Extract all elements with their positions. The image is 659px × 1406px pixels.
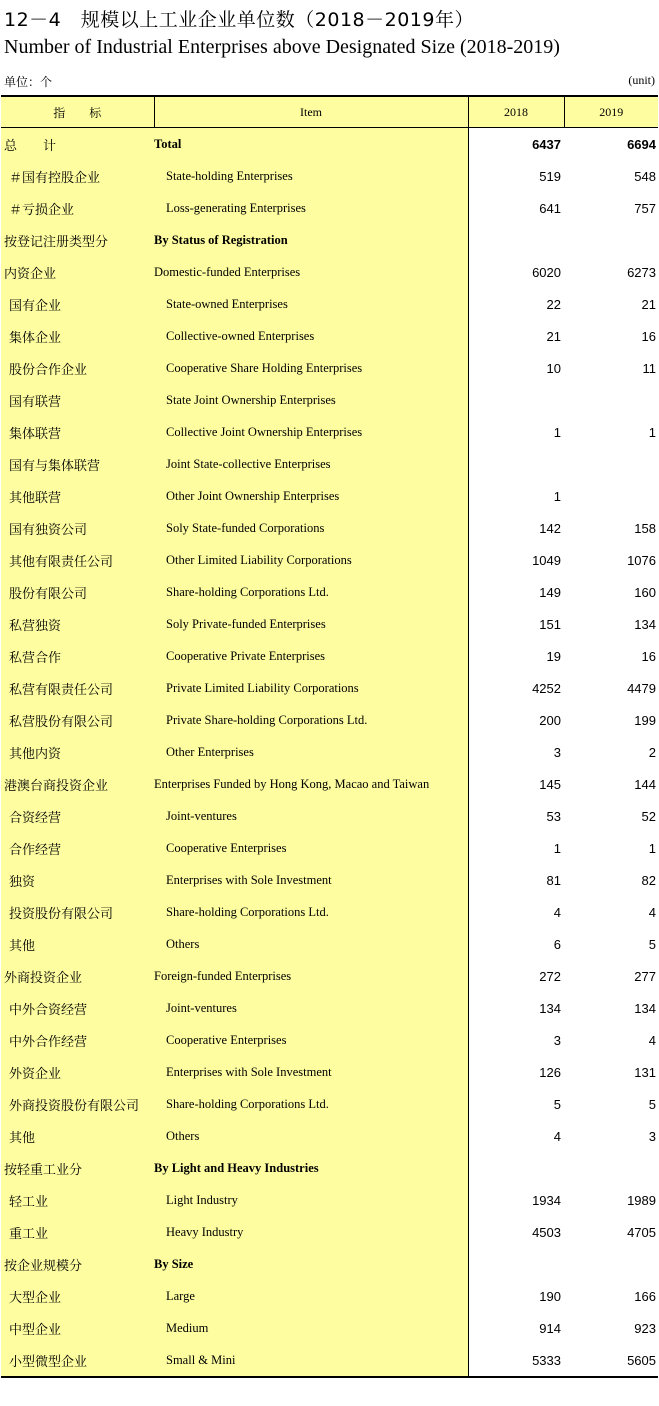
value-2019: 134	[634, 616, 656, 632]
row-label-en: By Status of Registration	[154, 224, 468, 256]
row-label-cn: 集体企业	[1, 320, 154, 352]
table-row	[1, 480, 658, 512]
value-2019: 1076	[627, 552, 656, 568]
row-label-en: Joint-ventures	[154, 800, 468, 832]
row-label-cn: 股份有限公司	[1, 576, 154, 608]
table-row	[1, 800, 658, 832]
table-row	[1, 864, 658, 896]
value-2018: 142	[539, 520, 561, 536]
value-2018: 134	[539, 1000, 561, 1016]
row-label-en: Others	[154, 1120, 468, 1152]
table-row	[1, 128, 658, 161]
table-row	[1, 1280, 658, 1312]
row-label-en: Large	[154, 1280, 468, 1312]
row-label-cn: 其他联营	[1, 480, 154, 512]
table-row	[1, 1312, 658, 1344]
value-2019: 6694	[627, 136, 656, 152]
value-2019: 5	[648, 1096, 656, 1112]
value-2018: 21	[546, 328, 561, 344]
row-label-en: Medium	[154, 1312, 468, 1344]
row-label-cn: 港澳台商投资企业	[1, 768, 154, 800]
table-row	[1, 640, 658, 672]
row-label-cn: 投资股份有限公司	[1, 896, 154, 928]
row-label-cn: 外商投资企业	[1, 960, 154, 992]
value-2018: 641	[539, 200, 561, 216]
value-2019	[564, 448, 658, 480]
value-2018: 4252	[532, 680, 561, 696]
table-row	[1, 256, 658, 288]
value-2018: 4503	[532, 1224, 561, 1240]
value-2019: 757	[634, 200, 656, 216]
row-label-en: Joint State-collective Enterprises	[154, 448, 468, 480]
row-label-en: Collective Joint Ownership Enterprises	[154, 416, 468, 448]
row-label-cn: 其他有限责任公司	[1, 544, 154, 576]
value-2018: 1	[553, 840, 561, 856]
value-2019: 199	[634, 712, 656, 728]
row-label-en: Cooperative Enterprises	[154, 832, 468, 864]
row-label-en: State Joint Ownership Enterprises	[154, 384, 468, 416]
row-label-en: Joint-ventures	[154, 992, 468, 1024]
row-label-cn: 内资企业	[1, 256, 154, 288]
row-label-cn: ＃亏损企业	[1, 192, 154, 224]
page-title-cn: 12－4 规模以上工业企业单位数（2018－2019年）	[4, 9, 474, 31]
value-2019: 923	[634, 1320, 656, 1336]
value-2019: 2	[648, 744, 656, 760]
row-label-en: Total	[154, 128, 468, 161]
row-label-cn: 中型企业	[1, 1312, 154, 1344]
row-label-en: Enterprises with Sole Investment	[154, 1056, 468, 1088]
row-label-cn: 总 计	[1, 128, 154, 161]
value-2019: 21	[641, 296, 656, 312]
value-2019: 3	[648, 1128, 656, 1144]
row-label-en: Soly State-funded Corporations	[154, 512, 468, 544]
table-row	[1, 576, 658, 608]
row-label-en: Small & Mini	[154, 1344, 468, 1377]
value-2019: 277	[634, 968, 656, 984]
row-label-en: Share-holding Corporations Ltd.	[154, 576, 468, 608]
table-row	[1, 736, 658, 768]
header-year-2019: 2019	[564, 96, 658, 128]
row-label-en: Other Enterprises	[154, 736, 468, 768]
unit-label-cn: 单位：个	[4, 75, 53, 89]
value-2018: 151	[539, 616, 561, 632]
row-label-en: State-holding Enterprises	[154, 160, 468, 192]
row-label-en: Cooperative Enterprises	[154, 1024, 468, 1056]
value-2019: 548	[634, 168, 656, 184]
table-row	[1, 512, 658, 544]
row-label-en: Light Industry	[154, 1184, 468, 1216]
table-row	[1, 1024, 658, 1056]
row-label-cn: 国有独资公司	[1, 512, 154, 544]
row-label-cn: 私营有限责任公司	[1, 672, 154, 704]
table-row	[1, 1088, 658, 1120]
value-2018: 272	[539, 968, 561, 984]
table-row	[1, 160, 658, 192]
page-title-en: Number of Industrial Enterprises above Designated Size (2018-2019)	[4, 36, 560, 58]
row-label-en: Soly Private-funded Enterprises	[154, 608, 468, 640]
value-2018: 10	[546, 360, 561, 376]
value-2019: 134	[634, 1000, 656, 1016]
unit-label-en: (unit)	[628, 73, 655, 87]
table-row	[1, 832, 658, 864]
table-row	[1, 1152, 658, 1184]
row-label-en: Share-holding Corporations Ltd.	[154, 1088, 468, 1120]
row-label-en: Others	[154, 928, 468, 960]
value-2018: 5333	[468, 1344, 564, 1377]
value-2018: 1	[553, 424, 561, 440]
value-2018	[468, 1152, 564, 1184]
value-2018: 200	[539, 712, 561, 728]
row-label-cn: 其他	[1, 928, 154, 960]
value-2019: 82	[641, 872, 656, 888]
value-2018: 3	[553, 744, 561, 760]
table-row	[1, 1248, 658, 1280]
table-row	[1, 992, 658, 1024]
value-2018: 4	[553, 1128, 561, 1144]
table-row	[1, 192, 658, 224]
row-label-cn: ＃国有控股企业	[1, 160, 154, 192]
row-label-en: Collective-owned Enterprises	[154, 320, 468, 352]
value-2019: 52	[641, 808, 656, 824]
value-2019: 166	[634, 1288, 656, 1304]
row-label-cn: 中外合作经营	[1, 1024, 154, 1056]
value-2019: 4	[648, 1032, 656, 1048]
row-label-cn: 按登记注册类型分	[1, 224, 154, 256]
enterprise-count-table	[1, 95, 658, 1378]
value-2018: 149	[539, 584, 561, 600]
value-2018: 1	[553, 488, 561, 504]
table-row	[1, 1216, 658, 1248]
row-label-cn: 私营合作	[1, 640, 154, 672]
row-label-cn: 轻工业	[1, 1184, 154, 1216]
table-row	[1, 288, 658, 320]
table-row	[1, 896, 658, 928]
value-2019: 131	[634, 1064, 656, 1080]
table-row	[1, 960, 658, 992]
row-label-cn: 国有联营	[1, 384, 154, 416]
value-2019: 1989	[627, 1192, 656, 1208]
value-2018: 914	[539, 1320, 561, 1336]
table-row	[1, 224, 658, 256]
value-2019: 5605	[564, 1344, 658, 1377]
value-2019: 1	[648, 424, 656, 440]
row-label-en: Cooperative Private Enterprises	[154, 640, 468, 672]
value-2019	[564, 384, 658, 416]
value-2018	[468, 384, 564, 416]
value-2018: 145	[539, 776, 561, 792]
row-label-cn: 中外合资经营	[1, 992, 154, 1024]
row-label-cn: 集体联营	[1, 416, 154, 448]
value-2018	[468, 1248, 564, 1280]
row-label-cn: 其他	[1, 1120, 154, 1152]
value-2018: 6437	[532, 136, 561, 152]
table-row	[1, 704, 658, 736]
table-row	[1, 448, 658, 480]
value-2018: 3	[553, 1032, 561, 1048]
row-label-cn: 私营独资	[1, 608, 154, 640]
value-2019: 158	[634, 520, 656, 536]
row-label-cn: 国有企业	[1, 288, 154, 320]
value-2018: 81	[546, 872, 561, 888]
value-2018: 1049	[532, 552, 561, 568]
row-label-en: Other Joint Ownership Enterprises	[154, 480, 468, 512]
table-row	[1, 672, 658, 704]
value-2018: 6	[553, 936, 561, 952]
header-year-2018: 2018	[468, 96, 564, 128]
value-2019: 160	[634, 584, 656, 600]
header-item-en: Item	[154, 96, 468, 128]
value-2018: 22	[546, 296, 561, 312]
row-label-cn: 外商投资股份有限公司	[1, 1088, 154, 1120]
value-2018: 126	[539, 1064, 561, 1080]
row-label-en: Enterprises with Sole Investment	[154, 864, 468, 896]
row-label-cn: 按企业规模分	[1, 1248, 154, 1280]
value-2019	[564, 480, 658, 512]
row-label-en: Enterprises Funded by Hong Kong, Macao and Taiwan	[154, 768, 468, 800]
row-label-cn: 小型微型企业	[1, 1344, 154, 1377]
row-label-en: Cooperative Share Holding Enterprises	[154, 352, 468, 384]
row-label-cn: 重工业	[1, 1216, 154, 1248]
value-2019: 1	[648, 840, 656, 856]
value-2018: 6020	[532, 264, 561, 280]
table-row	[1, 416, 658, 448]
row-label-cn: 按轻重工业分	[1, 1152, 154, 1184]
row-label-en: Loss-generating Enterprises	[154, 192, 468, 224]
row-label-en: Domestic-funded Enterprises	[154, 256, 468, 288]
row-label-en: Heavy Industry	[154, 1216, 468, 1248]
row-label-cn: 外资企业	[1, 1056, 154, 1088]
row-label-cn: 合资经营	[1, 800, 154, 832]
table-row	[1, 1184, 658, 1216]
table-row	[1, 1056, 658, 1088]
row-label-en: Share-holding Corporations Ltd.	[154, 896, 468, 928]
row-label-en: Other Limited Liability Corporations	[154, 544, 468, 576]
value-2019	[564, 224, 658, 256]
table-row	[1, 768, 658, 800]
header-indicator-cn: 指 标	[1, 96, 154, 128]
row-label-en: Private Limited Liability Corporations	[154, 672, 468, 704]
table-row	[1, 352, 658, 384]
value-2019: 4	[648, 904, 656, 920]
table-header-row	[1, 96, 658, 128]
row-label-en: State-owned Enterprises	[154, 288, 468, 320]
value-2018: 1934	[532, 1192, 561, 1208]
table-row	[1, 1344, 658, 1377]
row-label-cn: 独资	[1, 864, 154, 896]
row-label-cn: 私营股份有限公司	[1, 704, 154, 736]
value-2019: 4479	[627, 680, 656, 696]
row-label-cn: 大型企业	[1, 1280, 154, 1312]
row-label-en: By Size	[154, 1248, 468, 1280]
value-2018: 19	[546, 648, 561, 664]
row-label-cn: 国有与集体联营	[1, 448, 154, 480]
value-2019: 11	[642, 360, 656, 376]
row-label-cn: 股份合作企业	[1, 352, 154, 384]
value-2019: 4705	[627, 1224, 656, 1240]
value-2018	[468, 448, 564, 480]
value-2018	[468, 224, 564, 256]
value-2018: 53	[546, 808, 561, 824]
table-row	[1, 384, 658, 416]
row-label-cn: 其他内资	[1, 736, 154, 768]
value-2019	[564, 1152, 658, 1184]
value-2018: 5	[553, 1096, 561, 1112]
row-label-cn: 合作经营	[1, 832, 154, 864]
table-row	[1, 1120, 658, 1152]
value-2018: 519	[539, 168, 561, 184]
value-2019: 5	[648, 936, 656, 952]
table-row	[1, 320, 658, 352]
row-label-en: By Light and Heavy Industries	[154, 1152, 468, 1184]
value-2018: 4	[553, 904, 561, 920]
table-row	[1, 544, 658, 576]
table-row	[1, 608, 658, 640]
row-label-en: Private Share-holding Corporations Ltd.	[154, 704, 468, 736]
value-2019: 16	[641, 648, 656, 664]
value-2019: 144	[634, 776, 656, 792]
value-2018: 190	[539, 1288, 561, 1304]
value-2019	[564, 1248, 658, 1280]
value-2019: 6273	[627, 264, 656, 280]
table-row	[1, 928, 658, 960]
value-2019: 16	[641, 328, 656, 344]
row-label-en: Foreign-funded Enterprises	[154, 960, 468, 992]
